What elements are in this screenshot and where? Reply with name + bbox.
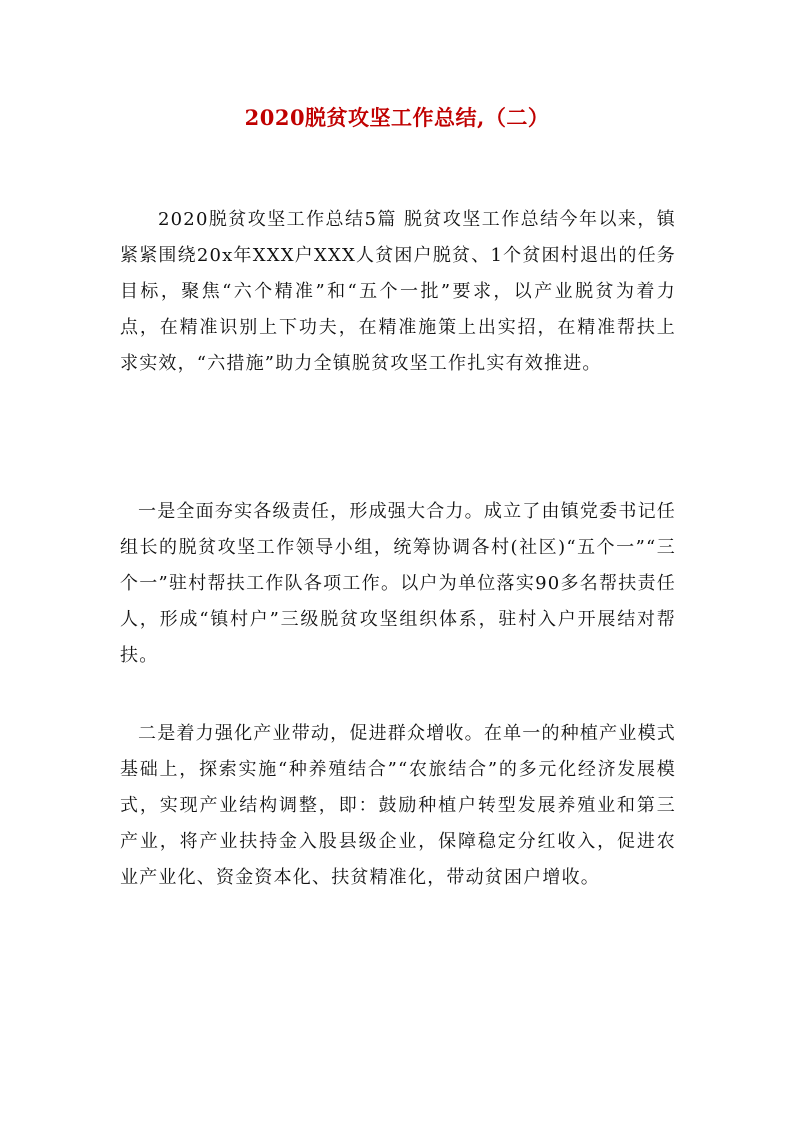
- paragraph-industry: 二是着力强化产业带动，促进群众增收。在单一的种植产业模式基础上，探索实施“种养殖结合”“农旅结合”的多元化经济发展模式，实现产业结构调整，即：鼓励种植户转型发展养殖业和第三产业，将产业扶持金入股县级企业，保障稳定分红收入，促进农业产业化、资金资本化、扶贫精准化，带动贫困户增收。: [120, 723, 676, 888]
- paragraph-responsibility: 一是全面夯实各级责任，形成强大合力。成立了由镇党委书记任组长的脱贫攻坚工作领导小组，统筹协调各村(社区)“五个一”“三个一”驻村帮扶工作队各项工作。以户为单位落实90多名帮扶责任人，形成“镇村户”三级脱贫攻坚组织体系，驻村入户开展结对帮扶。: [120, 501, 676, 666]
- document-title: 2020脱贫攻坚工作总结,（二）: [244, 105, 550, 130]
- paragraph-intro: 2020脱贫攻坚工作总结5篇 脱贫攻坚工作总结今年以来，镇紧紧围绕20x年XXX户XXX人贫困户脱贫、1个贫困村退出的任务目标，聚焦“六个精准”和“五个一批”要求，以产业脱贫为着力点，在精准识别上下功夫，在精准施策上出实招，在精准帮扶上求实效，“六措施”助力全镇脱贫攻坚工作扎实有效推进。: [120, 209, 676, 374]
